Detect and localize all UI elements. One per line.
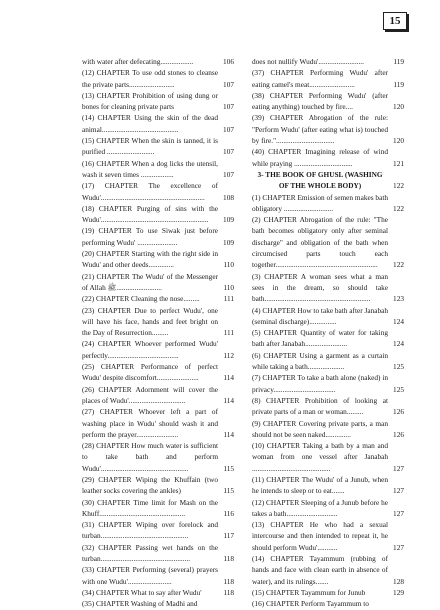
toc-entry-title: (17) CHAPTER The excellence of Wudu'......................................................... [82, 181, 218, 202]
toc-entry-title: (24) CHAPTER Whoever performed Wudu' perfectly....................................... [82, 339, 218, 360]
toc-entry-page: 120 [393, 136, 404, 146]
toc-entry-title: (28) CHAPTER How much water is sufficient to take bath and perform Wudu'................................................ [82, 441, 218, 473]
toc-entry-page: 108 [223, 192, 234, 202]
toc-entry-page: 118 [223, 554, 234, 564]
toc-entry-page: 125 [393, 362, 404, 372]
toc-entry-page: 107 [223, 124, 234, 134]
toc-entry [82, 158, 234, 181]
toc-entry-page: 109 [223, 215, 234, 225]
toc-entry-page: 121 [393, 158, 404, 168]
toc-entry [82, 406, 234, 440]
toc-entry-page: 126 [393, 407, 404, 417]
toc-entry [82, 519, 234, 542]
toc-entry [82, 90, 234, 113]
toc-entry-title: (37) CHAPTER Performing Wudu' after eating camel's meat......................... [252, 68, 388, 89]
toc-entry-page: 107 [223, 147, 234, 157]
toc-entry-title: (4) CHAPTER How to take bath after Janabah (seminal discharge)............... [252, 305, 388, 326]
toc-entry [82, 225, 234, 248]
toc-entry-title: (29) CHAPTER Wiping the Khuffain (two leather socks covering the ankles) [82, 474, 218, 496]
toc-entry-title: (34) CHAPTER What to say after Wudu' [82, 587, 202, 597]
toc-entry-page: 122 [393, 260, 404, 270]
toc-entry-title: (16) CHAPTER When a dog licks the utensil, wash it seven times .................. [82, 158, 218, 179]
toc-entry [82, 248, 234, 271]
toc-entry-title: (7) CHAPTER To take a bath alone (naked) in privacy.................................. [252, 373, 388, 394]
toc-entry [82, 67, 234, 90]
toc-entry-title: (25) CHAPTER Performance of perfect Wudu' despite discomfort....................... [82, 362, 218, 383]
toc-entry [82, 180, 234, 203]
toc-entry-page: 119 [393, 79, 404, 89]
toc-entry [252, 372, 404, 395]
toc-entry [252, 112, 404, 146]
toc-entry [82, 203, 234, 226]
toc-entry-page: 111 [223, 294, 234, 304]
toc-column-left [82, 56, 234, 610]
toc-entry-page: 124 [393, 316, 404, 326]
toc-entry-title: (31) CHAPTER Wiping over forelock and turban................................................ [82, 520, 218, 541]
toc-entry-page: 122 [393, 181, 404, 191]
toc-entry [82, 293, 234, 304]
toc-entry [252, 440, 404, 474]
toc-entry-title: (8) CHAPTER Prohibition of looking at private parts of a man or woman......... [252, 395, 388, 417]
toc-entry-title: (20) CHAPTER Starting with the right side in Wudu' and other deeds.............. [82, 249, 218, 270]
toc-entry-title: (39) CHAPTER Abrogation of the rule: "Perform Wudu' (after eating what is) touched by fire."................................ [252, 113, 388, 146]
toc-entry [82, 384, 234, 407]
toc-entry-page: 126 [393, 429, 404, 439]
toc-entry-title: (12) CHAPTER Sleeping of a Junub before he takes a bath............................ [252, 497, 388, 518]
toc-entry-page: 120 [393, 102, 404, 112]
toc-entry-page: 114 [223, 429, 234, 439]
toc-entry [82, 598, 234, 609]
toc-entry-title: (6) CHAPTER Using a garment as a curtain while taking a bath.................... [252, 350, 388, 372]
toc-entry [252, 146, 404, 169]
toc-entry [252, 56, 404, 67]
toc-entry-title: (14) CHAPTER Using the skin of the dead animal.......................................... [82, 113, 218, 134]
toc-entry-page: 116 [223, 508, 234, 518]
toc-entry-page: 129 [393, 587, 404, 597]
toc-entry [252, 587, 404, 598]
toc-entry-title: (13) CHAPTER He who had a sexual intercourse and then intended to repeat it, he should perform Wudu'........... [252, 520, 388, 552]
toc-entry [252, 214, 404, 270]
toc-entry-title: does not nullify Wudu'......................... [252, 57, 364, 66]
toc-entry [82, 564, 234, 587]
toc-entry [82, 305, 234, 339]
toc-entry-page: 115 [223, 486, 234, 496]
toc-entry [82, 361, 234, 384]
toc-entry-page: 124 [393, 339, 404, 349]
toc-entry-page: 111 [223, 328, 234, 338]
toc-entry [252, 192, 404, 215]
toc-entry-title: (32) CHAPTER Passing wet hands on the turban................................................. [82, 542, 218, 564]
toc-entry-page: 109 [223, 237, 234, 247]
toc-entry-title: with water after defecating.................. [82, 57, 194, 66]
toc-entry-title: (23) CHAPTER Due to perfect Wudu', one will have his face, hands and feet bright on the Day of Resurrection......... [82, 305, 218, 338]
toc-entry-title: (21) CHAPTER The Wudu' of the Messenger of Allah ﷺ......................... [82, 271, 218, 292]
toc-entry [82, 56, 234, 67]
toc-entry-title: (3) CHAPTER A woman sees what a man sees in the dream, so should take bath.......................................................... [252, 271, 388, 304]
toc-entry [252, 305, 404, 328]
toc-entry-title: (38) CHAPTER Performing Wudu' (after eating anything) touched by fire.... [252, 90, 388, 112]
toc-section-heading [252, 169, 404, 192]
toc-entry [252, 553, 404, 587]
toc-entry [252, 519, 404, 553]
toc-entry [252, 395, 404, 418]
toc-entry-page: 122 [393, 203, 404, 213]
toc-entry-page: 114 [223, 373, 234, 383]
toc-entry-title: (15) CHAPTER Tayammum for Junub [252, 587, 366, 597]
toc-entry [252, 474, 404, 497]
toc-entry-page: 123 [393, 294, 404, 304]
toc-entry [252, 90, 404, 113]
toc-entry-title: (33) CHAPTER Performing (several) prayers with one Wudu'........................ [82, 565, 218, 586]
toc-entry-title: (30) CHAPTER Time limit for Mash on the Khuff............................................... [82, 497, 218, 518]
toc-entry-title: (18) CHAPTER Purging of sins with the Wudu'........................................................... [82, 203, 218, 225]
toc-entry [82, 440, 234, 474]
toc-entry-title: (12) CHAPTER To use odd stones to cleanse the private parts......................... [82, 68, 218, 89]
toc-entry-title: (16) CHAPTER Perform Tayammum to [252, 599, 369, 609]
toc-entry-page: 118 [223, 576, 234, 586]
toc-entry-page: 118 [223, 587, 234, 597]
toc-entry [82, 474, 234, 497]
toc-entry-title: (11) CHAPTER The Wudu' of a Junub, when he intends to sleep or to eat....... [252, 474, 388, 496]
toc-entry [252, 350, 404, 373]
toc-entry-title: (40) CHAPTER Imagining release of wind while praying ................................ [252, 147, 388, 168]
toc-entry-page: 112 [223, 350, 234, 360]
toc-entry-page: 119 [393, 57, 404, 66]
toc-entry [82, 542, 234, 565]
toc-entry-page: 106 [223, 57, 234, 66]
toc-entry-page: 127 [393, 542, 404, 552]
toc-entry-title: (2) CHAPTER Abrogation of the rule: "The bath becomes obligatory only after seminal discharge" and obligation of the bath when circumcised parts touch each together........................................................ [252, 215, 388, 270]
toc-entry-page: 117 [223, 531, 234, 541]
toc-entry-page: 110 [223, 282, 234, 292]
toc-entry-title: (1) CHAPTER Emission of semen makes bath obligatory ........................... [252, 192, 388, 213]
toc-entry-title: 3- THE BOOK OF GHUSL (WASHING OF THE WHOLE BODY) [257, 169, 383, 191]
toc-entry [252, 67, 404, 90]
toc-column-right [252, 56, 404, 610]
toc-entry-title: (15) CHAPTER When the skin is tanned, it is purified .......................... [82, 136, 218, 157]
toc-entry [82, 338, 234, 361]
toc-entry-page: 115 [223, 463, 234, 473]
toc-entry [82, 135, 234, 158]
toc-entry-page: 125 [393, 384, 404, 394]
toc-entry [82, 497, 234, 520]
toc-entry-page: 127 [393, 486, 404, 496]
toc-entry [82, 271, 234, 294]
toc-entry [252, 271, 404, 305]
toc-entry-title: (22) CHAPTER Cleaning the nose......... [82, 294, 200, 304]
toc-entry [252, 418, 404, 441]
toc-entry-page: 110 [223, 260, 234, 270]
toc-entry [82, 587, 234, 598]
toc-entry-title: (13) CHAPTER Prohibition of using dung or bones for cleaning private parts [82, 90, 218, 112]
toc-entry-page: 107 [223, 79, 234, 89]
toc-entry [252, 598, 404, 609]
toc-entry-page: 107 [223, 169, 234, 179]
toc-entry-title: (26) CHAPTER Adornment will cover the places of Wudu'............................... [82, 384, 218, 405]
toc-entry-page: 128 [393, 576, 404, 586]
toc-entry-page: 107 [223, 102, 234, 112]
toc-entry-title: (9) CHAPTER Covering private parts, a man should not be seen naked.............. [252, 418, 388, 439]
toc-entry [252, 327, 404, 350]
toc-entry-title: (10) CHAPTER Taking a bath by a man and woman from one vessel after Janabah ........................................... [252, 441, 388, 473]
toc-entry-title: (5) CHAPTER Quantity of water for taking bath after Janabah....................... [252, 328, 388, 349]
toc-entry-page: 127 [393, 463, 404, 473]
toc-entry-title: (19) CHAPTER To use Siwak just before performing Wudu' ...................... [82, 226, 218, 247]
toc-entry-page: 127 [393, 508, 404, 518]
toc-entry-title: (35) CHAPTER Washing of Madhi and [82, 599, 198, 609]
toc-entry [82, 112, 234, 135]
toc-entry [252, 497, 404, 520]
page-number: 15 [383, 12, 407, 30]
toc-entry-title: (27) CHAPTER Whoever left a part of washing place in Wudu' should wash it and perform the prayer....................... [82, 407, 218, 439]
toc-entry-page: 114 [223, 395, 234, 405]
toc-entry-title: (14) CHAPTER Tayammum (rubbing of hands and face with clean earth in absence of water), and its rulings....... [252, 554, 388, 586]
